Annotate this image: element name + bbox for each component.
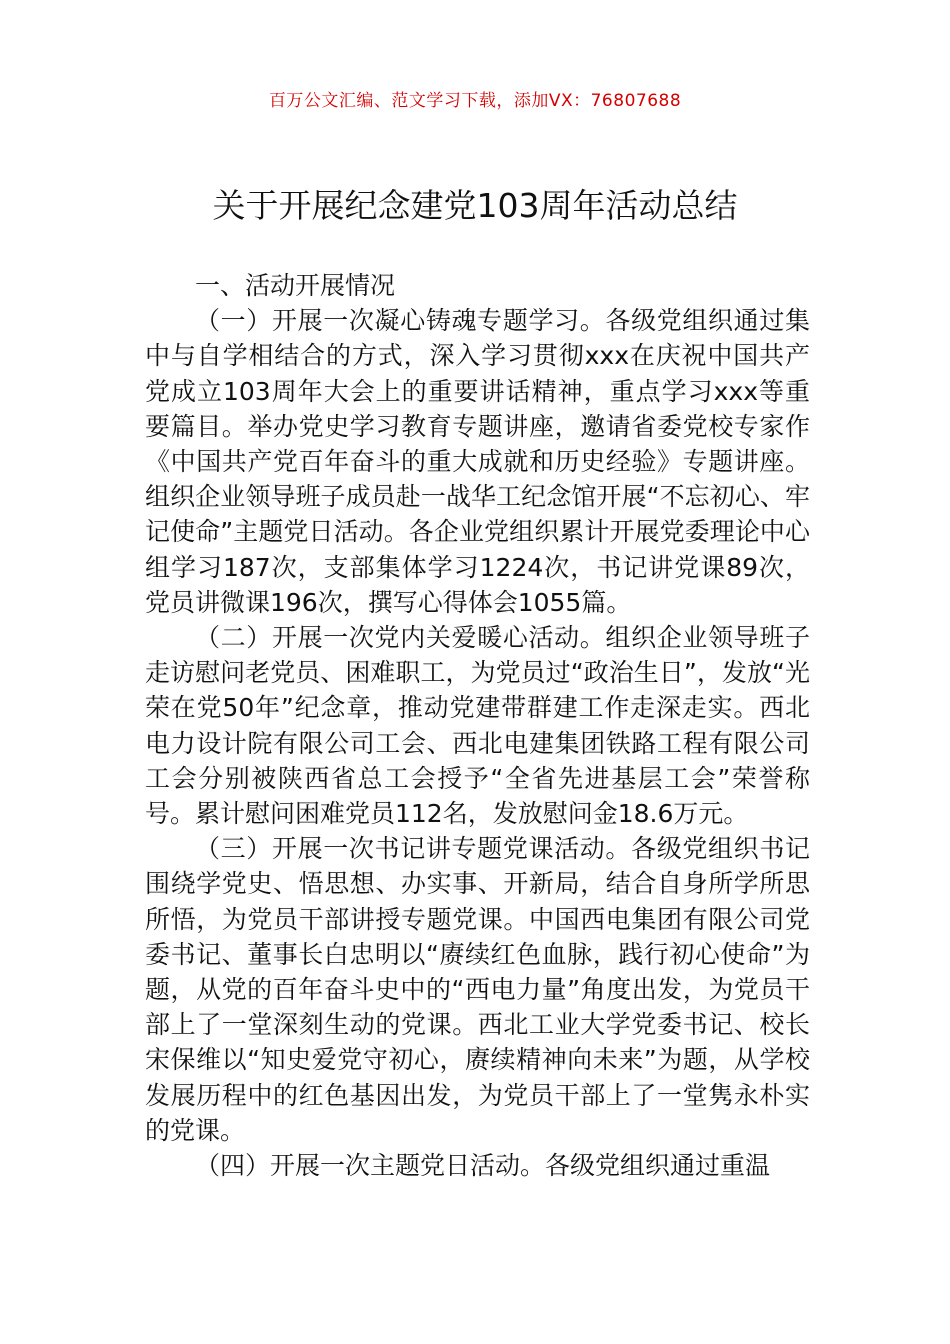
paragraph-1: （一）开展一次凝心铸魂专题学习。各级党组织通过集中与自学相结合的方式，深入学习贯彻xxx在庆祝中国共产党成立103周年大会上的重要讲话精神，重点学习xxx等重要篇目。举办党史学习教育专题讲座，邀请省委党校专家作《中国共产党百年奋斗的重大成就和历史经验》专题讲座。组织企业领导班子成员赴一战华工纪念馆开展“不忘初心、牢记使命”主题党日活动。各企业党组织累计开展党委理论中心组学习187次，支部集体学习1224次，书记讲党课89次，党员讲微课196次，撰写心得体会1055篇。: [145, 306, 810, 617]
document-body: [145, 268, 810, 1183]
document-title: 关于开展纪念建党103周年活动总结: [212, 186, 738, 225]
paragraph-2: （二）开展一次党内关爱暖心活动。组织企业领导班子走访慰问老党员、困难职工，为党员过“政治生日”，发放“光荣在党50年”纪念章，推动党建带群建工作走深走实。西北电力设计院有限公司工会、西北电建集团铁路工程有限公司工会分别被陕西省总工会授予“全省先进基层工会”荣誉称号。累计慰问困难党员112名，发放慰问金18.6万元。: [145, 623, 810, 829]
paragraph-3: （三）开展一次书记讲专题党课活动。各级党组织书记围绕学党史、悟思想、办实事、开新局，结合自身所学所思所悟，为党员干部讲授专题党课。中国西电集团有限公司党委书记、董事长白忠明以“赓续红色血脉，践行初心使命”为题，从党的百年奋斗史中的“西电力量”角度出发，为党员干部上了一堂深刻生动的党课。西北工业大学党委书记、校长宋保维以“知史爱党守初心，赓续精神向未来”为题，从学校发展历程中的红色基因出发，为党员干部上了一堂隽永朴实的党课。: [145, 834, 810, 1145]
section-heading: 一、活动开展情况: [195, 271, 396, 300]
header-note: 百万公文汇编、范文学习下载，添加VX：76807688: [268, 91, 682, 111]
paragraph-4: （四）开展一次主题党日活动。各级党组织通过重温: [195, 1151, 771, 1181]
